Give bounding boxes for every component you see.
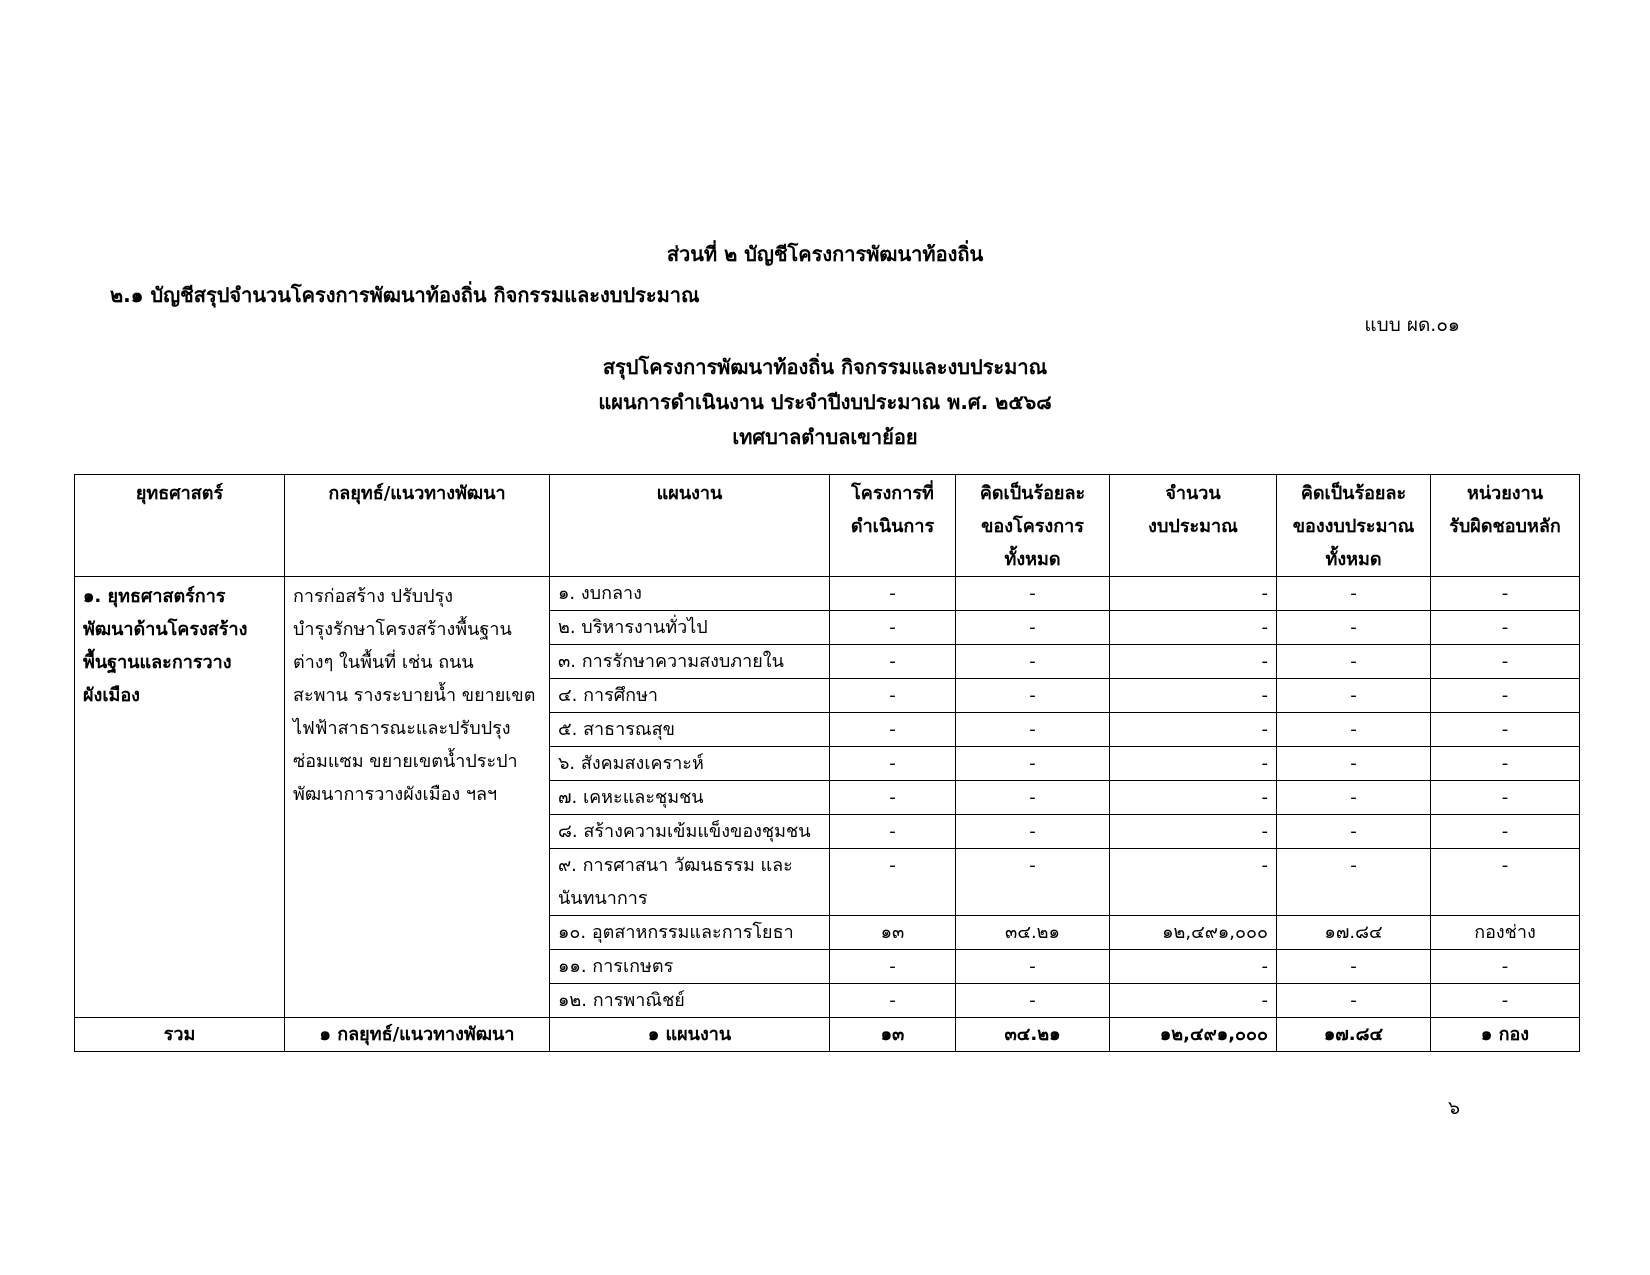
projects-cell: -: [830, 577, 956, 611]
total-budget: ๑๒,๔๙๑,๐๐๐: [1110, 1018, 1277, 1052]
pct-projects-cell: -: [956, 645, 1110, 679]
total-approach: ๑ กลยุทธ์/แนวทางพัฒนา: [285, 1018, 550, 1052]
projects-cell: -: [830, 611, 956, 645]
total-pct-projects: ๓๔.๒๑: [956, 1018, 1110, 1052]
plan-cell: ๘. สร้างความเข้มแข็งของชุมชน: [550, 815, 830, 849]
plan-cell: ๙. การศาสนา วัฒนธรรม และ นันทนาการ: [550, 849, 830, 916]
header-pct-projects: คิดเป็นร้อยละ ของโครงการ ทั้งหมด: [956, 475, 1110, 577]
budget-cell: -: [1110, 747, 1277, 781]
pct-projects-cell: -: [956, 781, 1110, 815]
pct-projects-cell: -: [956, 815, 1110, 849]
pct-budget-cell: -: [1277, 645, 1431, 679]
header-unit: หน่วยงาน รับผิดชอบหลัก: [1431, 475, 1580, 577]
budget-cell: -: [1110, 645, 1277, 679]
plan-cell: ๖. สังคมสงเคราะห์: [550, 747, 830, 781]
pct-budget-cell: -: [1277, 950, 1431, 984]
total-pct-budget: ๑๗.๘๔: [1277, 1018, 1431, 1052]
total-row: [75, 1018, 1580, 1052]
pct-projects-cell: -: [956, 747, 1110, 781]
total-label: รวม: [75, 1018, 285, 1052]
budget-cell: -: [1110, 713, 1277, 747]
projects-cell: -: [830, 984, 956, 1018]
summary-title-2: แผนการดำเนินงาน ประจำปีงบประมาณ พ.ศ. ๒๕๖๘: [598, 390, 1052, 414]
projects-cell: ๑๓: [830, 916, 956, 950]
total-plan: ๑ แผนงาน: [550, 1018, 830, 1052]
plan-cell: ๓. การรักษาความสงบภายใน: [550, 645, 830, 679]
unit-cell: -: [1431, 679, 1580, 713]
summary-table: [74, 474, 1580, 1052]
projects-cell: -: [830, 645, 956, 679]
projects-cell: -: [830, 950, 956, 984]
unit-cell: -: [1431, 713, 1580, 747]
budget-cell: -: [1110, 781, 1277, 815]
pct-budget-cell: ๑๗.๘๔: [1277, 916, 1431, 950]
pct-budget-cell: -: [1277, 747, 1431, 781]
pct-projects-cell: -: [956, 984, 1110, 1018]
projects-cell: -: [830, 747, 956, 781]
pct-budget-cell: -: [1277, 815, 1431, 849]
summary-title-3: เทศบาลตำบลเขาย้อย: [732, 425, 918, 449]
pct-projects-cell: -: [956, 950, 1110, 984]
projects-cell: -: [830, 679, 956, 713]
pct-projects-cell: ๓๔.๒๑: [956, 916, 1110, 950]
unit-cell: -: [1431, 984, 1580, 1018]
unit-cell: -: [1431, 611, 1580, 645]
section-title: ๒.๑ บัญชีสรุปจำนวนโครงการพัฒนาท้องถิ่น กิจกรรมและงบประมาณ: [110, 283, 700, 307]
form-code: แบบ ผด.๐๑: [1364, 314, 1460, 336]
plan-cell: ๔. การศึกษา: [550, 679, 830, 713]
unit-cell: -: [1431, 781, 1580, 815]
strategy-cell: ๑. ยุทธศาสตร์การ พัฒนาด้านโครงสร้าง พื้นฐานและการวาง ผังเมือง: [75, 577, 285, 1018]
summary-title-1: สรุปโครงการพัฒนาท้องถิ่น กิจกรรมและงบประมาณ: [602, 355, 1048, 379]
table-row: [75, 577, 1580, 611]
unit-cell: -: [1431, 747, 1580, 781]
unit-cell: -: [1431, 849, 1580, 916]
header-plan: แผนงาน: [550, 475, 830, 577]
plan-cell: ๒. บริหารงานทั่วไป: [550, 611, 830, 645]
plan-cell: ๑๐. อุตสาหกรรมและการโยธา: [550, 916, 830, 950]
pct-budget-cell: -: [1277, 577, 1431, 611]
pct-projects-cell: -: [956, 679, 1110, 713]
total-projects: ๑๓: [830, 1018, 956, 1052]
approach-cell: การก่อสร้าง ปรับปรุง บำรุงรักษาโครงสร้างพื้นฐาน ต่างๆ ในพื้นที่ เช่น ถนน สะพาน รางระบายน้ำ ขยายเขต ไฟฟ้าสาธารณะและปรับปรุง ซ่อมแซม ขยายเขตน้ำประปา พัฒนาการวางผังเมือง ฯลฯ: [285, 577, 550, 1018]
budget-cell: -: [1110, 577, 1277, 611]
pct-projects-cell: -: [956, 611, 1110, 645]
pct-budget-cell: -: [1277, 611, 1431, 645]
unit-cell: -: [1431, 950, 1580, 984]
header-pct-budget: คิดเป็นร้อยละ ของงบประมาณ ทั้งหมด: [1277, 475, 1431, 577]
unit-cell: -: [1431, 645, 1580, 679]
plan-cell: ๑๒. การพาณิชย์: [550, 984, 830, 1018]
header-strategy: ยุทธศาสตร์: [75, 475, 285, 577]
plan-cell: ๗. เคหะและชุมชน: [550, 781, 830, 815]
budget-cell: -: [1110, 815, 1277, 849]
part-title: ส่วนที่ ๒ บัญชีโครงการพัฒนาท้องถิ่น: [666, 242, 984, 266]
table-header-row: [75, 475, 1580, 577]
header-budget: จำนวน งบประมาณ: [1110, 475, 1277, 577]
unit-cell: -: [1431, 577, 1580, 611]
plan-cell: ๑๑. การเกษตร: [550, 950, 830, 984]
pct-budget-cell: -: [1277, 984, 1431, 1018]
total-unit: ๑ กอง: [1431, 1018, 1580, 1052]
pct-projects-cell: -: [956, 713, 1110, 747]
budget-cell: -: [1110, 849, 1277, 916]
budget-cell: -: [1110, 611, 1277, 645]
projects-cell: -: [830, 713, 956, 747]
projects-cell: -: [830, 849, 956, 916]
plan-cell: ๑. งบกลาง: [550, 577, 830, 611]
page-number: ๖: [1447, 1097, 1460, 1119]
pct-budget-cell: -: [1277, 713, 1431, 747]
pct-budget-cell: -: [1277, 781, 1431, 815]
budget-cell: ๑๒,๔๙๑,๐๐๐: [1110, 916, 1277, 950]
unit-cell: กองช่าง: [1431, 916, 1580, 950]
projects-cell: -: [830, 815, 956, 849]
header-projects: โครงการที่ ดำเนินการ: [830, 475, 956, 577]
pct-projects-cell: -: [956, 577, 1110, 611]
header-approach: กลยุทธ์/แนวทางพัฒนา: [285, 475, 550, 577]
plan-cell: ๕. สาธารณสุข: [550, 713, 830, 747]
unit-cell: -: [1431, 815, 1580, 849]
budget-cell: -: [1110, 950, 1277, 984]
pct-projects-cell: -: [956, 849, 1110, 916]
projects-cell: -: [830, 781, 956, 815]
pct-budget-cell: -: [1277, 679, 1431, 713]
pct-budget-cell: -: [1277, 849, 1431, 916]
budget-cell: -: [1110, 984, 1277, 1018]
summary-heading: [0, 350, 1650, 455]
budget-cell: -: [1110, 679, 1277, 713]
